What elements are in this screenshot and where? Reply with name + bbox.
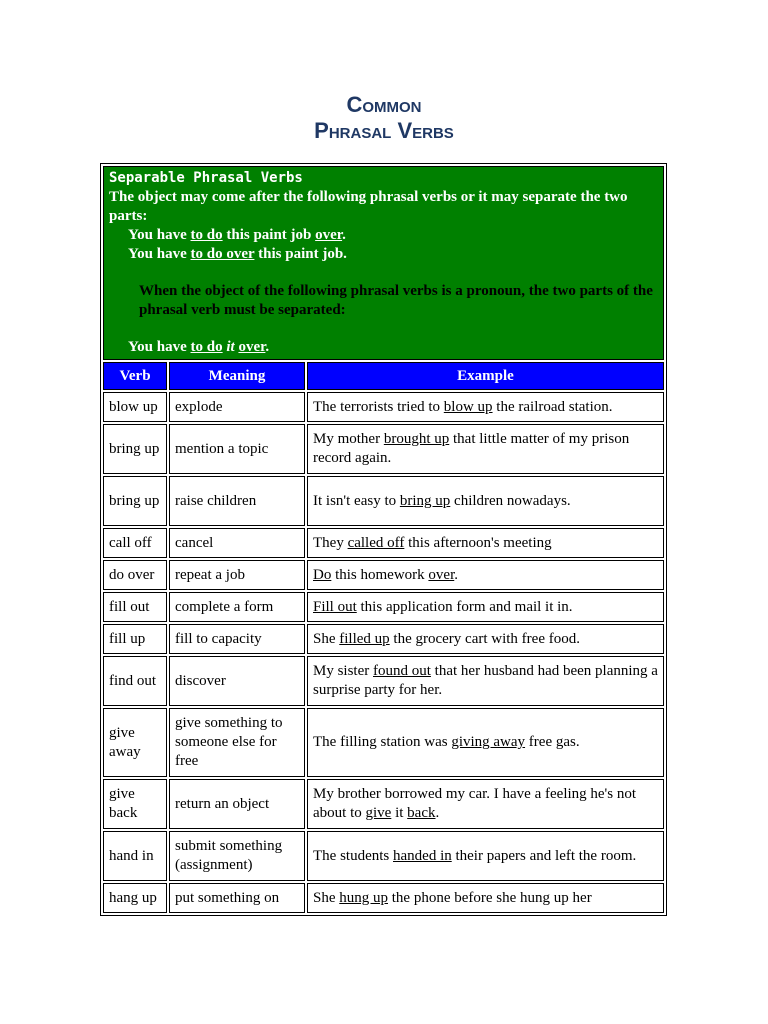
- phrasal-verb-highlight: brought up: [383, 431, 450, 447]
- phrasal-verb-highlight: found out: [373, 663, 431, 679]
- example-cell: [307, 624, 664, 654]
- meaning-cell: repeat a job: [169, 560, 305, 590]
- intro-panel: [103, 166, 664, 360]
- verb-cell: give away: [103, 708, 167, 777]
- meaning-cell: give something to someone else for free: [169, 708, 305, 777]
- column-header-example: Example: [307, 362, 664, 390]
- table-row: [103, 476, 664, 526]
- example-text: this afternoon's meeting: [404, 534, 552, 551]
- table-row: [103, 708, 664, 777]
- phrasal-verb-highlight: Fill out: [313, 598, 357, 615]
- table-body: [103, 392, 664, 913]
- phrasal-verb-highlight: over: [428, 566, 455, 583]
- meaning-cell: return an object: [169, 779, 305, 829]
- example-text: this homework: [331, 566, 429, 583]
- phrasal-verb-highlight: filled up: [339, 630, 390, 647]
- table-row: [103, 883, 664, 913]
- phrasal-verb-highlight: hung up: [339, 889, 388, 906]
- table-row: [103, 656, 664, 706]
- meaning-cell: cancel: [169, 528, 305, 558]
- example-text: that little matter of my prison record again.: [313, 431, 630, 466]
- example-cell: [307, 424, 664, 474]
- intro-example-3: You have to do it over.: [128, 339, 270, 355]
- example-text: She: [313, 630, 340, 647]
- title-line-1: Common: [346, 92, 422, 117]
- example-cell: [307, 560, 664, 590]
- verb-cell: bring up: [103, 476, 167, 526]
- meaning-cell: discover: [169, 656, 305, 706]
- example-cell: [307, 656, 664, 706]
- verb-cell: hang up: [103, 883, 167, 913]
- phrasal-verb-highlight: called off: [347, 534, 405, 551]
- example-cell: [307, 476, 664, 526]
- page-title: [0, 92, 768, 144]
- phrasal-verbs-table: [100, 163, 667, 916]
- example-text: The terrorists tried to: [313, 398, 444, 415]
- title-line-2: Phrasal Verbs: [314, 118, 454, 143]
- verb-cell: do over: [103, 560, 167, 590]
- verb-cell: blow up: [103, 392, 167, 422]
- meaning-cell: fill to capacity: [169, 624, 305, 654]
- example-text: She: [313, 889, 340, 906]
- table-header-row: [103, 362, 664, 390]
- example-cell: [307, 392, 664, 422]
- table-row: [103, 592, 664, 622]
- meaning-cell: put something on: [169, 883, 305, 913]
- meaning-cell: submit something (assignment): [169, 831, 305, 881]
- example-text: it: [391, 805, 408, 821]
- verb-cell: find out: [103, 656, 167, 706]
- example-text: The filling station was: [313, 734, 452, 750]
- table-row: [103, 424, 664, 474]
- example-cell: [307, 831, 664, 881]
- meaning-cell: explode: [169, 392, 305, 422]
- example-text: children nowadays.: [450, 492, 571, 509]
- intro-pronoun-rule: When the object of the following phrasal verbs is a pronoun, the two parts of the phrasal verb must be separated:: [139, 283, 653, 318]
- example-text: .: [454, 566, 458, 583]
- verb-cell: fill out: [103, 592, 167, 622]
- example-text: My brother borrowed my car. I have a feeling he's not about to: [313, 786, 637, 821]
- table-row: [103, 831, 664, 881]
- example-cell: [307, 883, 664, 913]
- example-cell: [307, 592, 664, 622]
- example-text: They: [313, 534, 348, 551]
- phrasal-verb-highlight: blow up: [443, 398, 493, 415]
- phrasal-verb-highlight: handed in: [393, 847, 452, 864]
- column-header-verb: Verb: [103, 362, 167, 390]
- meaning-cell: raise children: [169, 476, 305, 526]
- phrasal-verb-highlight: give: [365, 805, 392, 821]
- example-text: the railroad station.: [492, 398, 613, 415]
- example-text: My mother: [313, 431, 384, 447]
- example-text: that her husband had been planning a surprise party for her.: [313, 663, 658, 698]
- example-text: the grocery cart with free food.: [389, 630, 580, 647]
- intro-example-1: You have to do this paint job over.: [128, 227, 346, 243]
- example-text: the phone before she hung up her: [388, 889, 592, 906]
- table-row: [103, 392, 664, 422]
- verb-cell: fill up: [103, 624, 167, 654]
- example-text: It isn't easy to: [313, 492, 400, 509]
- phrasal-verb-highlight: bring up: [399, 492, 451, 509]
- table-row: [103, 528, 664, 558]
- example-text: free gas.: [525, 734, 580, 750]
- example-cell: [307, 708, 664, 777]
- column-header-meaning: Meaning: [169, 362, 305, 390]
- table-row: [103, 560, 664, 590]
- table-row: [103, 779, 664, 829]
- verb-cell: bring up: [103, 424, 167, 474]
- example-text: The students: [313, 847, 393, 864]
- phrasal-verb-highlight: giving away: [451, 734, 526, 750]
- example-text: My sister: [313, 663, 373, 679]
- example-text: their papers and left the room.: [451, 847, 637, 864]
- example-cell: [307, 528, 664, 558]
- verb-cell: call off: [103, 528, 167, 558]
- example-text: this application form and mail it in.: [356, 598, 573, 615]
- meaning-cell: complete a form: [169, 592, 305, 622]
- example-text: .: [435, 805, 440, 821]
- meaning-cell: mention a topic: [169, 424, 305, 474]
- intro-description: The object may come after the following phrasal verbs or it may separate the two parts:: [109, 189, 628, 224]
- table-row: [103, 624, 664, 654]
- phrasal-verb-highlight: back: [407, 805, 436, 821]
- verb-cell: hand in: [103, 831, 167, 881]
- verb-cell: give back: [103, 779, 167, 829]
- intro-example-2: You have to do over this paint job.: [128, 246, 347, 262]
- intro-heading: Separable Phrasal Verbs: [109, 170, 303, 186]
- example-cell: [307, 779, 664, 829]
- phrasal-verb-highlight: Do: [313, 566, 332, 583]
